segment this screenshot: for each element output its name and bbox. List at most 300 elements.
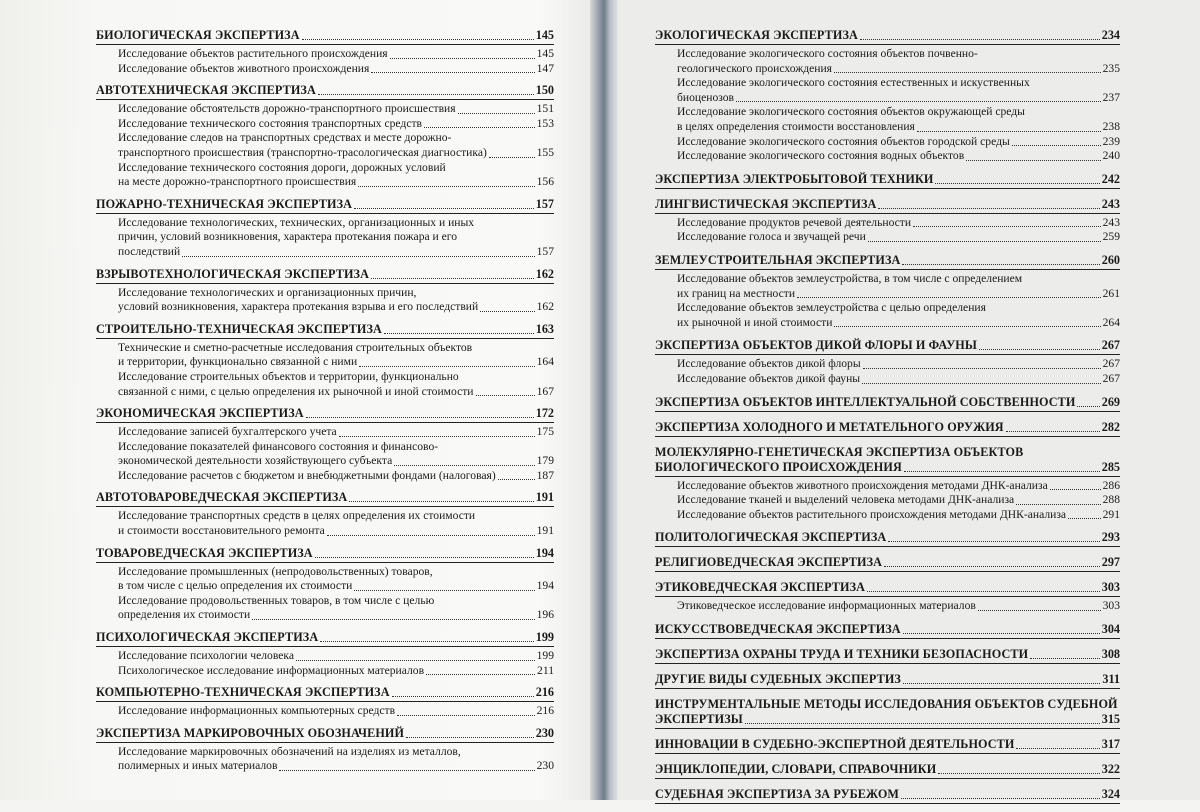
section-page-number: 172 [535, 406, 554, 421]
section-title: РЕЛИГИОВЕДЧЕСКАЯ ЭКСПЕРТИЗА [655, 555, 883, 570]
toc-section-heading[interactable] [96, 490, 554, 507]
section-title: ТОВАРОВЕДЧЕСКАЯ ЭКСПЕРТИЗА [96, 545, 313, 560]
entry-text: Исследование продуктов речевой деятельности [677, 215, 912, 229]
toc-entry[interactable] [118, 62, 554, 77]
toc-section-heading[interactable] [655, 672, 1120, 689]
section-title: ЭКСПЕРТИЗА МАРКИРОВОЧНЫХ ОБОЗНАЧЕНИЙ [96, 725, 405, 740]
section-title-line: БИОЛОГИЧЕСКОГО ПРОИСХОЖДЕНИЯ [655, 459, 902, 474]
dot-leader [279, 770, 534, 771]
toc-entry[interactable] [118, 117, 554, 132]
toc-entry[interactable] [118, 565, 554, 594]
toc-entry[interactable] [118, 47, 554, 62]
entry-text-line: и территории, функционально связанной с ними [118, 355, 358, 369]
toc-section [96, 28, 554, 76]
toc-entry[interactable] [677, 357, 1120, 372]
toc-section-heading[interactable] [655, 338, 1120, 355]
entry-page-number: 267 [1102, 357, 1120, 371]
dot-leader [489, 157, 535, 158]
section-title: ДРУГИЕ ВИДЫ СУДЕБНЫХ ЭКСПЕРТИЗ [655, 671, 901, 686]
entry-text: Исследование психологии человека [118, 649, 294, 663]
section-title: ЭКОЛОГИЧЕСКАЯ ЭКСПЕРТИЗА [655, 28, 858, 42]
toc-section-heading[interactable] [96, 630, 554, 647]
dot-leader [745, 723, 1100, 724]
entry-page-number: 303 [1102, 599, 1120, 613]
entry-last-line [118, 355, 554, 370]
toc-entry[interactable] [118, 161, 554, 190]
entry-page-number: 235 [1102, 61, 1120, 75]
toc-entries [655, 479, 1120, 523]
toc-section [655, 555, 1120, 572]
dot-leader [480, 311, 534, 312]
dot-leader [867, 591, 1100, 592]
toc-entry[interactable] [677, 47, 1120, 76]
toc-section-heading[interactable] [655, 737, 1120, 754]
dot-leader [902, 264, 1099, 265]
entry-last-line [677, 287, 1120, 302]
section-page-number: 163 [535, 321, 554, 336]
entry-page-number: 187 [536, 468, 554, 482]
section-title-last-line [655, 460, 1120, 475]
toc-entry[interactable] [118, 649, 554, 664]
section-title: СТРОИТЕЛЬНО-ТЕХНИЧЕСКАЯ ЭКСПЕРТИЗА [96, 321, 382, 336]
dot-leader [1030, 658, 1100, 659]
section-title: ИННОВАЦИИ В СУДЕБНО-ЭКСПЕРТНОЙ ДЕЯТЕЛЬНОСТИ [655, 736, 1015, 751]
toc-section-heading[interactable] [655, 172, 1120, 189]
book-gutter [590, 0, 618, 800]
toc-entry[interactable] [118, 370, 554, 399]
dot-leader [1012, 145, 1101, 146]
entry-text-line: в целях определения стоимости восстановления [677, 119, 915, 133]
section-title: АВТОТОВАРОВЕДЧЕСКАЯ ЭКСПЕРТИЗА [96, 490, 348, 505]
toc-section-heading[interactable] [655, 445, 1120, 477]
dot-leader [302, 39, 534, 40]
section-page-number: 234 [1101, 28, 1120, 42]
toc-section [655, 697, 1120, 729]
entry-text-line: Исследование технического состояния дороги, дорожных условий [118, 160, 446, 174]
dot-leader [384, 333, 534, 334]
left-page [96, 28, 554, 781]
toc-section-heading[interactable] [655, 555, 1120, 572]
entry-text-line: Исследование экологического состояния естественных и искуственных [677, 76, 1030, 90]
entry-text-line: Исследование объектов землеустройства с целью определения [677, 301, 986, 315]
entry-last-line [118, 175, 554, 190]
section-title: ЭКСПЕРТИЗА ЭЛЕКТРОБЫТОВОЙ ТЕХНИКИ [655, 171, 934, 186]
dot-leader [903, 683, 1100, 684]
toc-section-heading[interactable] [96, 267, 554, 284]
dot-leader [296, 660, 535, 661]
entry-last-line [118, 300, 554, 315]
entry-text: Исследование экологического состояния водных объектов [677, 149, 965, 163]
dot-leader [1006, 431, 1100, 432]
section-title: АВТОТЕХНИЧЕСКАЯ ЭКСПЕРТИЗА [96, 83, 316, 98]
dot-leader [884, 566, 1100, 567]
entry-text-line: Исследование технологических и организационных причин, [118, 285, 417, 299]
section-title: ПОЖАРНО-ТЕХНИЧЕСКАЯ ЭКСПЕРТИЗА [96, 196, 352, 211]
dot-leader [863, 368, 1101, 369]
dot-leader [371, 278, 534, 279]
entry-text: Исследование записей бухгалтерского учета [118, 425, 337, 439]
entry-last-line [118, 385, 554, 400]
entry-last-line [677, 62, 1120, 77]
toc-section [655, 530, 1120, 547]
toc-entries [96, 565, 554, 623]
entry-page-number: 243 [1102, 215, 1120, 229]
entry-text: Исследование объектов животного происхождения [118, 61, 370, 75]
toc-section [96, 630, 554, 678]
entry-page-number: 211 [537, 663, 554, 677]
toc-entries [96, 745, 554, 774]
toc-entries [96, 216, 554, 260]
toc-entries [96, 649, 554, 678]
toc-section [96, 267, 554, 315]
toc-entry[interactable] [118, 131, 554, 160]
entry-last-line [677, 316, 1120, 331]
dot-leader [306, 417, 534, 418]
entry-page-number: 288 [1102, 493, 1120, 507]
section-title-line: МОЛЕКУЛЯРНО-ГЕНЕТИЧЕСКАЯ ЭКСПЕРТИЗА ОБЪЕКТОВ [655, 444, 1024, 459]
entry-text-line: биоценозов [677, 90, 735, 104]
right-page [655, 28, 1120, 812]
toc-section-heading[interactable] [96, 546, 554, 563]
dot-leader [1068, 518, 1101, 519]
section-page-number: 322 [1101, 761, 1120, 776]
entry-text: Исследование объектов растительного происхождения методами ДНК-анализа [677, 507, 1067, 521]
toc-section [96, 322, 554, 399]
section-title: ВЗРЫВОТЕХНОЛОГИЧЕСКАЯ ЭКСПЕРТИЗА [96, 266, 369, 281]
section-title-line: ЭКСПЕРТИЗЫ [655, 711, 743, 726]
section-page-number: 297 [1101, 555, 1120, 570]
toc-entries [96, 509, 554, 538]
dot-leader [359, 366, 534, 367]
entry-text-line: и стоимости восстановительного ремонта [118, 524, 325, 538]
toc-entry[interactable] [677, 479, 1120, 494]
toc-section-heading[interactable] [655, 28, 1120, 45]
entry-text: Исследование экологического состояния объектов городской среды [677, 134, 1010, 148]
toc-section-heading[interactable] [655, 762, 1120, 779]
toc-section [655, 395, 1120, 412]
toc-entry[interactable] [677, 230, 1120, 245]
toc-section [655, 647, 1120, 664]
entry-text-line: на месте дорожно-транспортного происшествия [118, 175, 357, 189]
toc-entries [96, 47, 554, 76]
entry-page-number: 175 [536, 425, 554, 439]
section-title: ПСИХОЛОГИЧЕСКАЯ ЭКСПЕРТИЗА [96, 630, 319, 645]
dot-leader [371, 72, 534, 73]
toc-section-heading[interactable] [96, 83, 554, 100]
entry-page-number: 239 [1102, 134, 1120, 148]
dot-leader [888, 541, 1099, 542]
section-title: ПОЛИТОЛОГИЧЕСКАЯ ЭКСПЕРТИЗА [655, 530, 887, 545]
dot-leader [358, 186, 534, 187]
toc-section [655, 762, 1120, 779]
toc-section [655, 787, 1120, 804]
toc-entry[interactable] [118, 745, 554, 774]
dot-leader [736, 101, 1101, 102]
entry-text: Исследование голоса и звучащей речи [677, 230, 866, 244]
dot-leader [903, 633, 1100, 634]
dot-leader [938, 773, 1099, 774]
dot-leader [904, 471, 1100, 472]
section-title: ЭКОНОМИЧЕСКАЯ ЭКСПЕРТИЗА [96, 406, 304, 421]
entry-text-line: Исследование строительных объектов и территории, функционально [118, 369, 459, 383]
dot-leader [424, 127, 535, 128]
toc-entry[interactable] [677, 493, 1120, 508]
entry-text-line: транспортного происшествия (транспортно-трасологическая диагностика) [118, 145, 487, 159]
toc-entry[interactable] [118, 469, 554, 484]
section-page-number: 199 [535, 630, 554, 645]
toc-entry[interactable] [677, 508, 1120, 523]
toc-entry[interactable] [118, 440, 554, 469]
entry-text-line: их рыночной и иной стоимости [677, 315, 833, 329]
dot-leader [318, 94, 534, 95]
entry-last-line [118, 759, 554, 774]
toc-section [96, 197, 554, 260]
entry-text-line: Исследование экологического состояния объектов окружающей среды [677, 105, 1025, 119]
entry-page-number: 286 [1102, 478, 1120, 492]
section-page-number: 285 [1101, 459, 1120, 474]
toc-section [655, 28, 1120, 164]
toc-entry[interactable] [677, 149, 1120, 164]
dot-leader [390, 58, 535, 59]
toc-entries [96, 341, 554, 399]
entry-text-line: условий возникновения, характера протекания взрыва и его последствий [118, 300, 479, 314]
toc-entry[interactable] [677, 599, 1120, 614]
toc-section-heading[interactable] [96, 406, 554, 423]
toc-entry[interactable] [118, 704, 554, 719]
dot-leader [966, 160, 1100, 161]
toc-entry[interactable] [677, 76, 1120, 105]
dot-leader [339, 436, 535, 437]
toc-section-heading[interactable] [655, 395, 1120, 412]
section-page-number: 303 [1101, 580, 1120, 595]
dot-leader [397, 715, 535, 716]
section-page-number: 260 [1101, 252, 1120, 267]
entry-text-line: Исследование технологических, технических, организационных и иных [118, 215, 475, 229]
entry-text-line: полимерных и иных материалов [118, 759, 278, 773]
toc-section-heading[interactable] [655, 787, 1120, 804]
entry-text-line: Исследование следов на транспортных средствах и месте дорожно- [118, 131, 452, 145]
dot-leader [797, 297, 1101, 298]
entry-text-line: их границ на местности [677, 286, 796, 300]
toc-section-heading[interactable] [655, 622, 1120, 639]
dot-leader [917, 131, 1101, 132]
toc-entry[interactable] [118, 102, 554, 117]
toc-section-heading[interactable] [655, 253, 1120, 270]
entry-page-number: 199 [536, 649, 554, 663]
section-page-number: 150 [535, 83, 554, 98]
entry-last-line [118, 146, 554, 161]
entry-text: Исследование технического состояния транспортных средств [118, 116, 423, 130]
entry-text-line: Технические и сметно-расчетные исследования строительных объектов [118, 340, 473, 354]
toc-section-heading[interactable] [96, 685, 554, 702]
entry-text: Исследование расчетов с бюджетом и внебюджетными фондами (налоговая) [118, 468, 496, 482]
entry-page-number: 230 [536, 759, 554, 773]
dot-leader [394, 465, 534, 466]
toc-section-heading[interactable] [655, 647, 1120, 664]
toc-entries [96, 102, 554, 190]
section-title: ЭКСПЕРТИЗА ОБЪЕКТОВ ДИКОЙ ФЛОРЫ И ФАУНЫ [655, 338, 977, 353]
toc-entry[interactable] [118, 594, 554, 623]
toc-section-heading[interactable] [96, 197, 554, 214]
toc-section-heading[interactable] [655, 580, 1120, 597]
toc-section [655, 253, 1120, 330]
toc-entry[interactable] [118, 341, 554, 370]
toc-entry[interactable] [118, 509, 554, 538]
toc-entry[interactable] [118, 664, 554, 679]
entry-page-number: 147 [536, 61, 554, 75]
section-title-last-line [655, 712, 1120, 727]
entry-text-line: Исследование объектов землеустройства, в том числе с определением [677, 271, 1023, 285]
entry-page-number: 157 [536, 244, 554, 258]
dot-leader [1016, 748, 1099, 749]
dot-leader [426, 674, 535, 675]
toc-section [96, 726, 554, 774]
entry-page-number: 240 [1102, 149, 1120, 163]
toc-entry[interactable] [677, 372, 1120, 387]
toc-section [96, 490, 554, 538]
section-page-number: 282 [1101, 419, 1120, 434]
toc-entries [96, 704, 554, 719]
dot-leader [862, 383, 1101, 384]
entry-last-line [118, 454, 554, 469]
toc-section-heading[interactable] [655, 530, 1120, 547]
toc-section [655, 172, 1120, 189]
entry-last-line [118, 245, 554, 260]
dot-leader [1016, 504, 1100, 505]
toc-section-heading[interactable] [96, 322, 554, 339]
section-page-number: 216 [535, 685, 554, 700]
toc-section [96, 83, 554, 190]
toc-entries [96, 286, 554, 315]
entry-page-number: 196 [536, 608, 554, 622]
toc-section [96, 546, 554, 623]
dot-leader [498, 479, 535, 480]
toc-entry[interactable] [677, 216, 1120, 231]
toc-section-heading[interactable] [96, 28, 554, 45]
entry-page-number: 153 [536, 116, 554, 130]
entry-text: Исследование обстоятельств дорожно-транспортного происшествия [118, 102, 456, 116]
entry-text: Исследование объектов дикой фауны [677, 371, 861, 385]
entry-page-number: 267 [1102, 371, 1120, 385]
toc-entry[interactable] [677, 272, 1120, 301]
entry-text-line: связанной с ними, с целью определения их рыночной и иной стоимости [118, 384, 474, 398]
entry-page-number: 179 [536, 454, 554, 468]
section-page-number: 317 [1101, 736, 1120, 751]
entry-text: Психологическое исследование информационных материалов [118, 663, 425, 677]
toc-entries [655, 47, 1120, 164]
entry-last-line [118, 579, 554, 594]
toc-entries [655, 216, 1120, 245]
toc-section [655, 338, 1120, 386]
section-page-number: 269 [1101, 394, 1120, 409]
dot-leader [913, 226, 1101, 227]
toc-entries [655, 272, 1120, 330]
entry-page-number: 164 [536, 355, 554, 369]
entry-page-number: 167 [536, 384, 554, 398]
toc-entry[interactable] [677, 135, 1120, 150]
entry-text-line: в том числе с целью определения их стоимости [118, 579, 353, 593]
entry-page-number: 194 [536, 579, 554, 593]
dot-leader [327, 535, 535, 536]
entry-text: Исследование информационных компьютерных средств [118, 704, 396, 718]
dot-leader [392, 696, 534, 697]
dot-leader [252, 619, 534, 620]
entry-text: Исследование объектов растительного происхождения [118, 47, 388, 60]
toc-entry[interactable] [118, 425, 554, 440]
toc-section [655, 737, 1120, 754]
entry-page-number: 237 [1102, 90, 1120, 104]
toc-section-heading[interactable] [96, 726, 554, 743]
section-title: ЭТИКОВЕДЧЕСКАЯ ЭКСПЕРТИЗА [655, 580, 866, 595]
section-page-number: 315 [1101, 711, 1120, 726]
section-title: СУДЕБНАЯ ЭКСПЕРТИЗА ЗА РУБЕЖОМ [655, 786, 900, 801]
dot-leader [315, 557, 534, 558]
section-title: ЭКСПЕРТИЗА ОХРАНЫ ТРУДА И ТЕХНИКИ БЕЗОПАСНОСТИ [655, 646, 1029, 661]
toc-section [655, 197, 1120, 245]
section-page-number: 267 [1101, 338, 1120, 353]
section-page-number: 243 [1101, 196, 1120, 211]
entry-page-number: 259 [1102, 230, 1120, 244]
section-page-number: 191 [535, 490, 554, 505]
entry-page-number: 291 [1102, 507, 1120, 521]
toc-section-heading[interactable] [655, 697, 1120, 729]
toc-entry[interactable] [118, 216, 554, 260]
dot-leader [860, 39, 1100, 40]
entry-last-line [118, 608, 554, 623]
dot-leader [458, 113, 535, 114]
entry-text: Этиковедческое исследование информационных материалов [677, 599, 976, 613]
entry-page-number: 238 [1102, 119, 1120, 133]
entry-text-line: причин, условий возникновения, характера протекания пожара и его [118, 230, 458, 244]
section-page-number: 145 [535, 28, 554, 42]
toc-section-heading[interactable] [655, 197, 1120, 214]
section-title: ЭНЦИКЛОПЕДИИ, СЛОВАРИ, СПРАВОЧНИКИ [655, 761, 937, 776]
toc-entries [655, 357, 1120, 386]
dot-leader [978, 610, 1101, 611]
toc-entries [96, 425, 554, 483]
dot-leader [868, 241, 1101, 242]
entry-page-number: 264 [1102, 315, 1120, 329]
entry-page-number: 145 [536, 47, 554, 60]
section-title: КОМПЬЮТЕРНО-ТЕХНИЧЕСКАЯ ЭКСПЕРТИЗА [96, 685, 390, 700]
toc-entry[interactable] [118, 286, 554, 315]
entry-text-line: Исследование экологического состояния объектов почвенно- [677, 47, 978, 60]
dot-leader [182, 256, 534, 257]
toc-entry[interactable] [677, 105, 1120, 134]
entry-text-line: геологического происхождения [677, 61, 833, 75]
entry-page-number: 216 [536, 704, 554, 718]
entry-page-number: 162 [536, 300, 554, 314]
section-title: ЗЕМЛЕУСТРОИТЕЛЬНАЯ ЭКСПЕРТИЗА [655, 252, 901, 267]
entry-text-line: Исследование продовольственных товаров, в том числе с целью [118, 593, 435, 607]
entry-text: Исследование объектов животного происхождения методами ДНК-анализа [677, 478, 1048, 492]
section-page-number: 324 [1101, 786, 1120, 801]
toc-entry[interactable] [677, 301, 1120, 330]
entry-last-line [677, 91, 1120, 106]
section-page-number: 308 [1101, 646, 1120, 661]
entry-text: Исследование объектов дикой флоры [677, 357, 861, 371]
section-title: ЭКСПЕРТИЗА ХОЛОДНОГО И МЕТАТЕЛЬНОГО ОРУЖИЯ [655, 419, 1004, 434]
entry-text: Исследование тканей и выделений человека методами ДНК-анализа [677, 493, 1015, 507]
section-title: ЛИНГВИСТИЧЕСКАЯ ЭКСПЕРТИЗА [655, 196, 877, 211]
entry-text-line: Исследование промышленных (непродовольственных) товаров, [118, 564, 433, 578]
dot-leader [834, 326, 1100, 327]
entry-text-line: определения их стоимости [118, 608, 251, 622]
dot-leader [834, 72, 1101, 73]
toc-section-heading[interactable] [655, 420, 1120, 437]
section-title-line: ИНСТРУМЕНТАЛЬНЫЕ МЕТОДЫ ИССЛЕДОВАНИЯ ОБЪЕКТОВ СУДЕБНОЙ [655, 696, 1118, 711]
dot-leader [320, 641, 534, 642]
